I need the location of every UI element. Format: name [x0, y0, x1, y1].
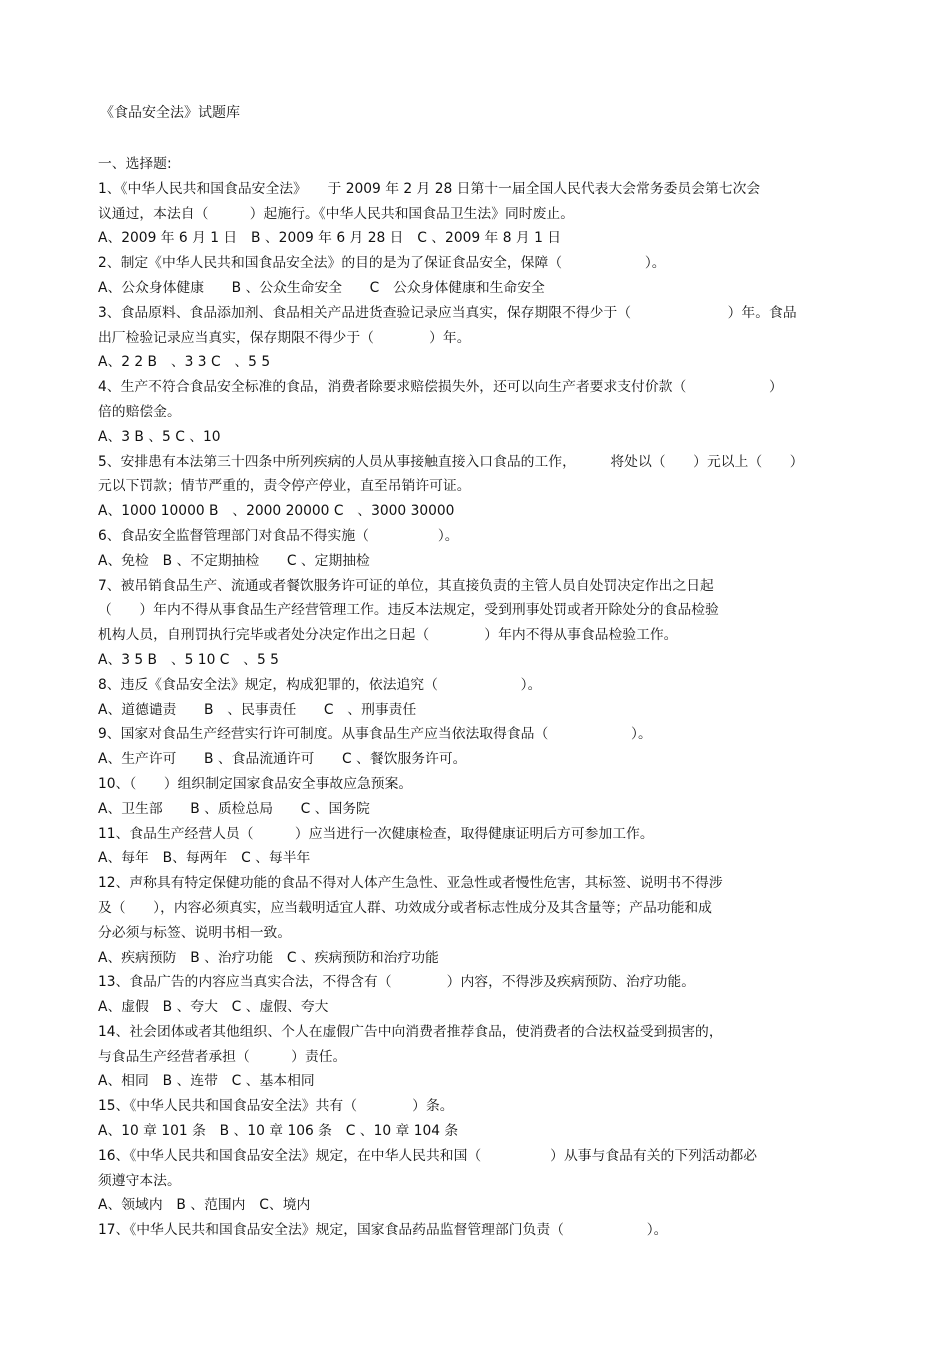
question-line: 11、食品生产经营人员（ ）应当进行一次健康检查，取得健康证明后方可参加工作。: [98, 825, 654, 842]
question-line: A、公众身体健康 B 、公众生命安全 C 公众身体健康和生命安全: [98, 279, 545, 296]
question-line: A、2009 年 6 月 1 日 B 、2009 年 6 月 28 日 C 、2009 年 8 月 1 日: [98, 230, 562, 247]
question-line: A、领域内 B 、范围内 C、境内: [98, 1197, 311, 1214]
question-list: [98, 152, 888, 1243]
question-line: 分必须与标签、说明书相一致。: [98, 924, 292, 941]
question-line: A、1000 10000 B 、2000 20000 C 、3000 30000: [98, 503, 455, 520]
question-line: 出厂检验记录应当真实，保存期限不得少于（ ）年。: [98, 329, 471, 346]
question-line: 1、《中华人民共和国食品安全法》 于 2009 年 2 月 28 日第十一届全国人民代表大会常务委员会第七次会: [98, 180, 761, 197]
question-line: （ ）年内不得从事食品生产经营管理工作。违反本法规定，受到刑事处罚或者开除处分的食品检验: [98, 602, 719, 619]
question-line: 7、被吊销食品生产、流通或者餐饮服务许可证的单位，其直接负责的主管人员自处罚决定作出之日起: [98, 577, 714, 594]
question-line: 3、食品原料、食品添加剂、食品相关产品进货查验记录应当真实，保存期限不得少于（ ）年。食品: [98, 304, 797, 321]
question-line: 元以下罚款；情节严重的，责令停产停业，直至吊销许可证。: [98, 478, 471, 495]
question-line: A、3 B 、5 C 、10: [98, 428, 221, 445]
question-line: 13、食品广告的内容应当真实合法，不得含有（ ）内容，不得涉及疾病预防、治疗功能。: [98, 974, 696, 991]
question-line: 8、违反《食品安全法》规定，构成犯罪的，依法追究（ ）。: [98, 676, 542, 693]
question-line: 9、国家对食品生产经营实行许可制度。从事食品生产应当依法取得食品（ ）。: [98, 726, 652, 743]
question-line: 10、（ ）组织制定国家食品安全事故应急预案。: [98, 775, 413, 792]
question-line: A、每年 B、每两年 C 、每半年: [98, 850, 311, 867]
question-line: 须遵守本法。: [98, 1172, 181, 1189]
question-line: A、3 5 B 、5 10 C 、5 5: [98, 651, 279, 668]
question-line: 12、声称具有特定保健功能的食品不得对人体产生急性、亚急性或者慢性危害，其标签、说明书不得涉: [98, 875, 723, 892]
question-line: 2、制定《中华人民共和国食品安全法》的目的是为了保证食品安全，保障（ ）。: [98, 255, 666, 272]
question-line: A、道德谴责 B 、民事责任 C 、刑事责任: [98, 701, 417, 718]
question-line: 6、食品安全监督管理部门对食品不得实施（ ）。: [98, 527, 459, 544]
question-line: 议通过，本法自（ ）起施行。《中华人民共和国食品卫生法》同时废止。: [98, 205, 574, 222]
question-line: A、10 章 101 条 B 、10 章 106 条 C 、10 章 104 条: [98, 1123, 459, 1140]
question-line: 15、《中华人民共和国食品安全法》共有（ ）条。: [98, 1098, 454, 1115]
question-line: A、虚假 B 、夸大 C 、虚假、夸大: [98, 999, 329, 1016]
question-line: A、免检 B 、不定期抽检 C 、定期抽检: [98, 552, 370, 569]
question-line: A、卫生部 B 、质检总局 C 、国务院: [98, 800, 370, 817]
question-line: A、2 2 B 、3 3 C 、5 5: [98, 354, 271, 371]
question-line: 及（ ），内容必须真实，应当载明适宜人群、功效成分或者标志性成分及其含量等；产品功能和成: [98, 899, 712, 916]
section-heading: 一、选择题:: [98, 156, 172, 172]
question-line: 17、《中华人民共和国食品安全法》规定，国家食品药品监督管理部门负责（ ）。: [98, 1222, 668, 1239]
question-line: 5、安排患有本法第三十四条中所列疾病的人员从事接触直接入口食品的工作， 将处以（ ）元以上（ ）: [98, 453, 804, 470]
question-line: 机构人员，自刑罚执行完毕或者处分决定作出之日起（ ）年内不得从事食品检验工作。: [98, 627, 678, 644]
question-line: 与食品生产经营者承担（ ）责任。: [98, 1048, 347, 1065]
question-line: 4、生产不符合食品安全标准的食品，消费者除要求赔偿损失外，还可以向生产者要求支付价款（ ）: [98, 379, 783, 396]
question-line: 倍的赔偿金。: [98, 403, 181, 420]
document-title: 《食品安全法》试题库: [100, 105, 240, 121]
question-line: A、相同 B 、连带 C 、基本相同: [98, 1073, 315, 1090]
question-line: 14、社会团体或者其他组织、个人在虚假广告中向消费者推荐食品，使消费者的合法权益受到损害的，: [98, 1023, 723, 1040]
question-line: A、生产许可 B 、食品流通许可 C 、餐饮服务许可。: [98, 751, 467, 768]
question-line: 16、《中华人民共和国食品安全法》规定，在中华人民共和国（ ）从事与食品有关的下列活动都必: [98, 1147, 758, 1164]
question-line: A、疾病预防 B 、治疗功能 C 、疾病预防和治疗功能: [98, 949, 439, 966]
